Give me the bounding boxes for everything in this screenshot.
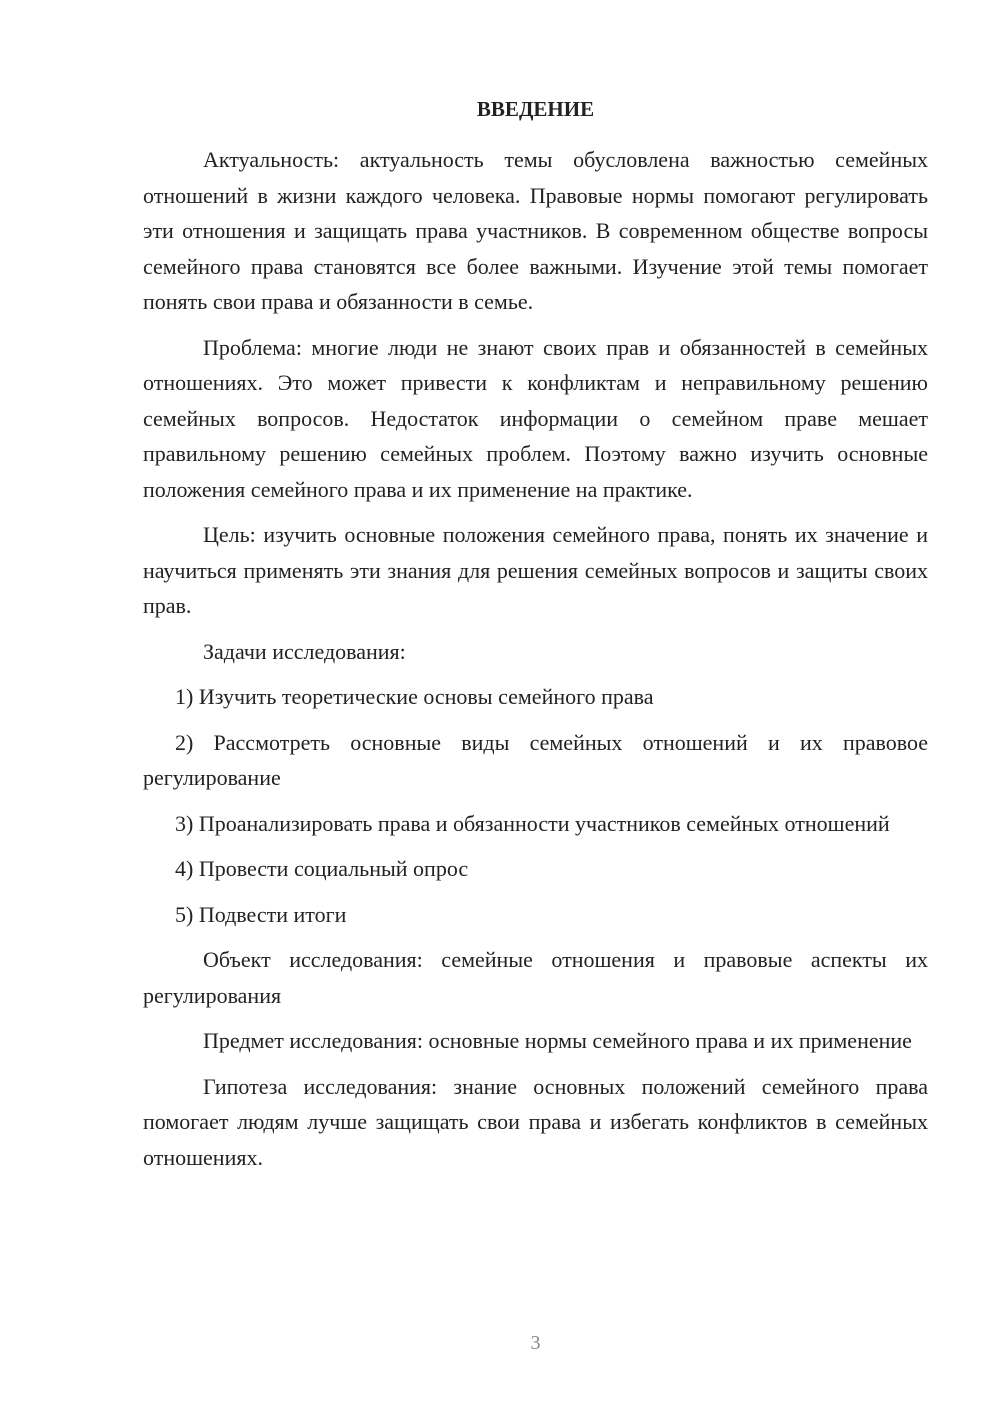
page-title: ВВЕДЕНИЕ [476,97,595,121]
paragraph-problem: Проблема: многие люди не знают своих прав и обязанностей в семейных отношениях. Это может привести к конфликтам и неправильному решению семейных вопросов. Недостаток информации о семейном праве мешает правильному решению семейных проблем. Поэтому важно изучить основные положения семейного права и их применение на практике. [143,334,928,502]
paragraph-relevance: Актуальность: актуальность темы обусловлена важностью семейных отношений в жизни каждого человека. Правовые нормы помогают регулировать эти отношения и защищать права участников. В современном обществе вопросы семейного права становятся все более важными. Изучение этой темы помогает понять свои права и обязанности в семье. [143,147,928,314]
task-item: 1) Изучить теоретические основы семейного права [175,684,654,709]
page-number: 3 [530,1332,541,1354]
task-item: 4) Провести социальный опрос [175,856,469,881]
task-item: 3) Проанализировать права и обязанности участников семейных отношений [175,810,890,836]
task-item: 2) Рассмотреть основные виды семейных отношений и их правовое регулирование [143,729,928,790]
task-item: 5) Подвести итоги [175,901,347,927]
paragraph-goal: Цель: изучить основные положения семейного права, понять их значение и научиться применять эти знания для решения семейных вопросов и защиты своих прав. [143,522,928,618]
paragraph-object: Объект исследования: семейные отношения и правовые аспекты их регулирования [143,947,928,1008]
paragraph-tasks-heading: Задачи исследования: [203,638,406,664]
paragraph-subject: Предмет исследования: основные нормы семейного права и их применение [203,1028,912,1053]
paragraph-hypothesis: Гипотеза исследования: знание основных положений семейного права помогает людям лучше защищать свои права и избегать конфликтов в семейных отношениях. [143,1073,928,1170]
